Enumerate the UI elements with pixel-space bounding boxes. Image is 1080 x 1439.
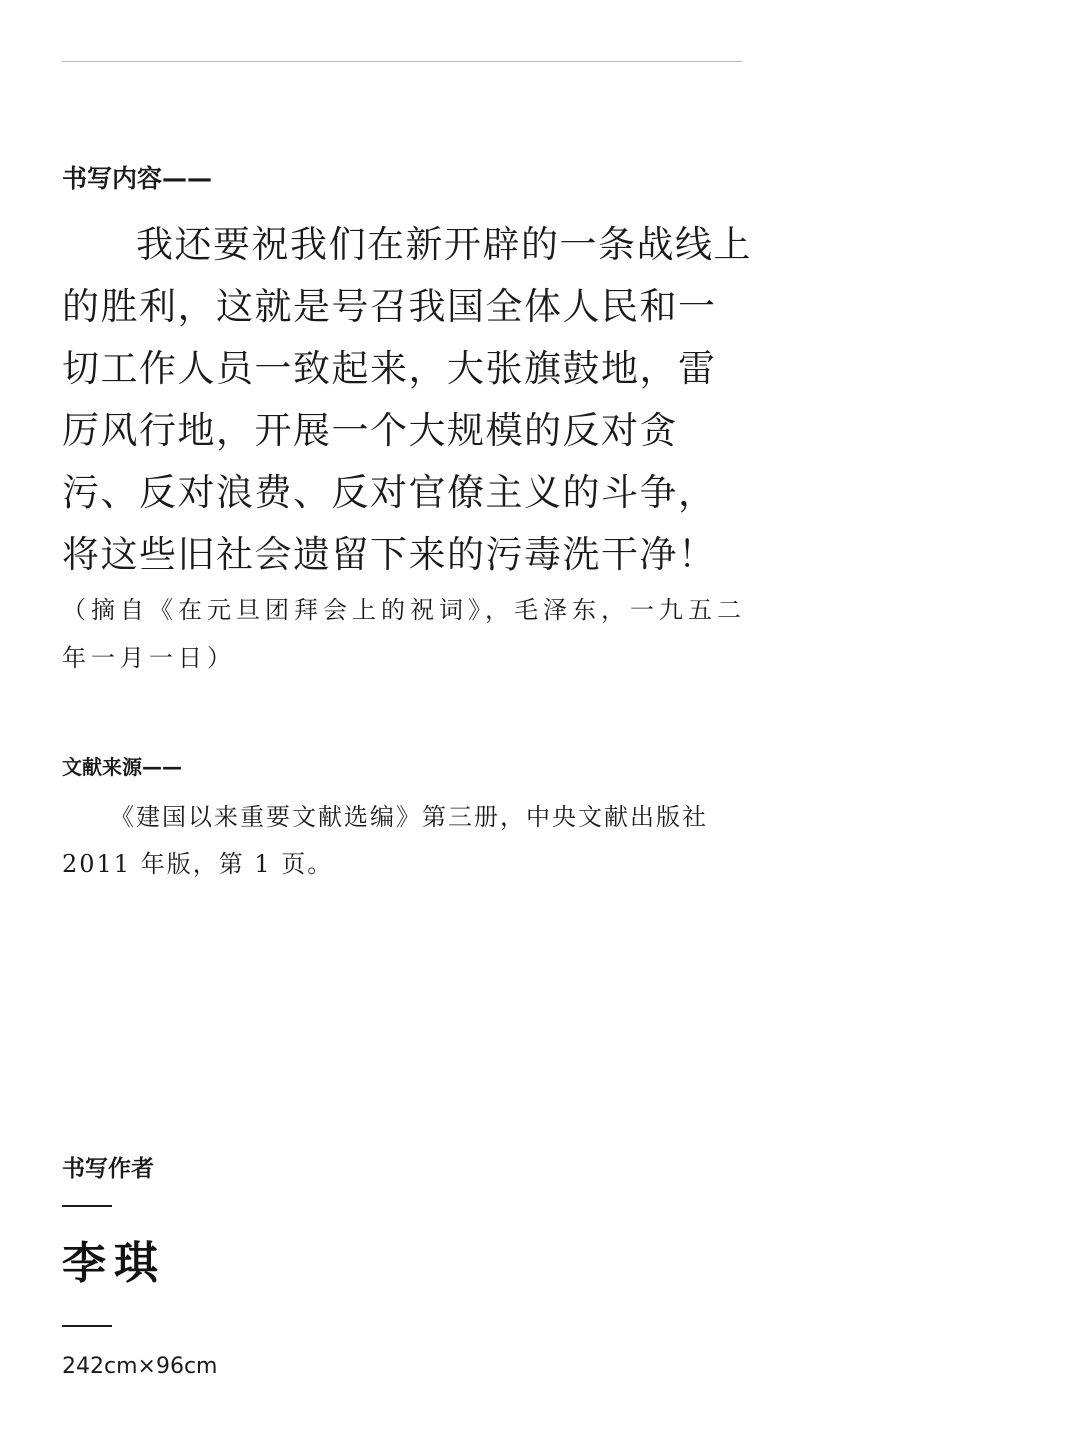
author-divider-bottom [62, 1325, 112, 1327]
source-heading: 文献来源—— [62, 755, 182, 779]
top-divider [62, 61, 742, 62]
author-heading: 书写作者 [62, 1156, 154, 1182]
content-heading: 书写内容—— [62, 164, 213, 193]
quote-citation: （摘自《在元旦团拜会上的祝词》，毛泽东，一九五二年一月一日） [62, 596, 746, 672]
author-divider-top [62, 1205, 112, 1207]
author-name: 李琪 [62, 1238, 166, 1289]
artwork-dimensions: 242cm×96cm [62, 1354, 218, 1379]
source-text: 《建国以来重要文献选编》第三册，中央文献出版社 2011 年版，第 1 页。 [62, 803, 708, 878]
quote-text: 我还要祝我们在新开辟的一条战线上的胜利，这就是号召我国全体人民和一切工作人员一致起来，大张旗鼓地，雷厉风行地，开展一个大规模的反对贪污、反对浪费、反对官僚主义的斗争，将这些旧社会遗留下来的污毒洗干净！ [62, 223, 752, 576]
